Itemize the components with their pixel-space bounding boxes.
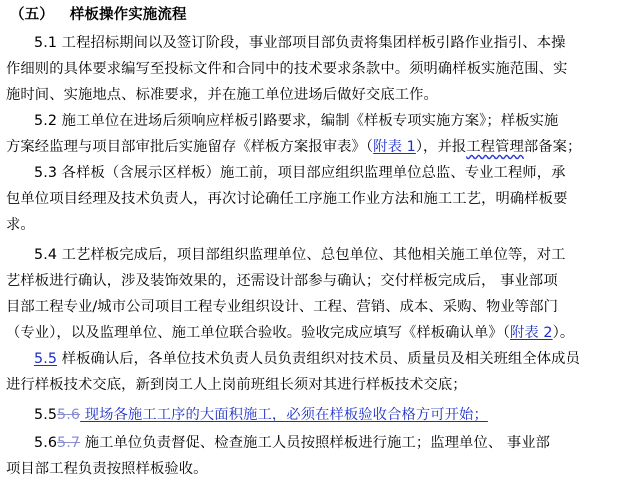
- paragraph-line: 求。: [6, 217, 35, 233]
- text-run: 部备案；: [523, 139, 582, 155]
- paragraph-line: 包单位项目经理及技术负责人，再次讨论确任工序施工作业方法和施工工艺，明确样板要: [6, 191, 568, 207]
- section-title: 样板操作实施流程: [69, 7, 187, 23]
- inserted-number: 5.6: [34, 435, 58, 451]
- revised-number: 5.5: [34, 351, 58, 367]
- paragraph-line: 作细则的具体要求编写至投标文件和合同中的技术要求条款中。须明确样板实施范围、实: [6, 61, 568, 77]
- paragraph-line: 目部工程专业/城市公司项目工程专业组织设计、工程、营销、成本、采购、物业等部门: [6, 299, 558, 315]
- deleted-number: 5.6: [57, 407, 81, 423]
- section-heading: [10, 2, 187, 28]
- paragraph-line: [34, 346, 580, 372]
- text-run: ），并报: [415, 139, 467, 155]
- section-number: （五）: [10, 7, 54, 23]
- appendix-1-link[interactable]: 附表 1: [373, 139, 416, 155]
- revised-text: 现场各施工工序的大面积施工，必须在样板验收合格方可开始；: [80, 407, 488, 423]
- paragraph-line: 5.1 工程招标期间以及签订阶段，事业部项目部负责将集团样板引路作业指引、本操: [34, 35, 566, 51]
- paragraph-line: 施时间、实施地点、标准要求，并在施工单位进场后做好交底工作。: [6, 87, 438, 103]
- paragraph-line: [34, 402, 488, 428]
- paragraph-line: 进行样板技术交底，新到岗工人上岗前班组长须对其进行样板技术交底；: [6, 377, 467, 393]
- text-run: 方案经监理与项目部审批后实施留存《样板方案报审表》（: [6, 139, 374, 155]
- paragraph-line: [34, 430, 550, 456]
- paragraph-line: 5.2 施工单位在进场后须响应样板引路要求，编制《样板专项实施方案》；样板实施: [34, 113, 559, 129]
- paragraph-line: 项目部工程负责按照样板验收。: [6, 461, 208, 477]
- paragraph-line: 艺样板进行确认，涉及装饰效果的，还需设计部参与确认；交付样板完成后， 事业部项: [6, 273, 558, 289]
- text-run: 施工单位负责督促、检查施工人员按照样板进行施工；监理单位、 事业部: [80, 435, 551, 451]
- flagged-text: 工程管理: [466, 139, 524, 155]
- paragraph-line: [6, 320, 574, 346]
- paragraph-line: 5.3 各样板（含展示区样板）施工前，项目部应组织监理单位总监、专业工程师，承: [34, 165, 566, 181]
- paragraph-line: [6, 134, 581, 160]
- paragraph-line: 5.4 工艺样板完成后，项目部组织监理单位、总包单位、其他相关施工单位等，对工: [34, 247, 566, 263]
- deleted-number: 5.7: [57, 435, 81, 451]
- text-run: （专业），以及监理单位、施工单位联合验收。验收完成应填写《样板确认单》（: [6, 325, 510, 341]
- appendix-2-link[interactable]: 附表 2: [509, 325, 553, 341]
- inserted-number: 5.5: [34, 407, 58, 423]
- text-run: ）。: [552, 325, 575, 341]
- text-run: 样板确认后，各单位技术负责人员负责组织对技术员、质量员及相关班组全体成员: [57, 351, 580, 367]
